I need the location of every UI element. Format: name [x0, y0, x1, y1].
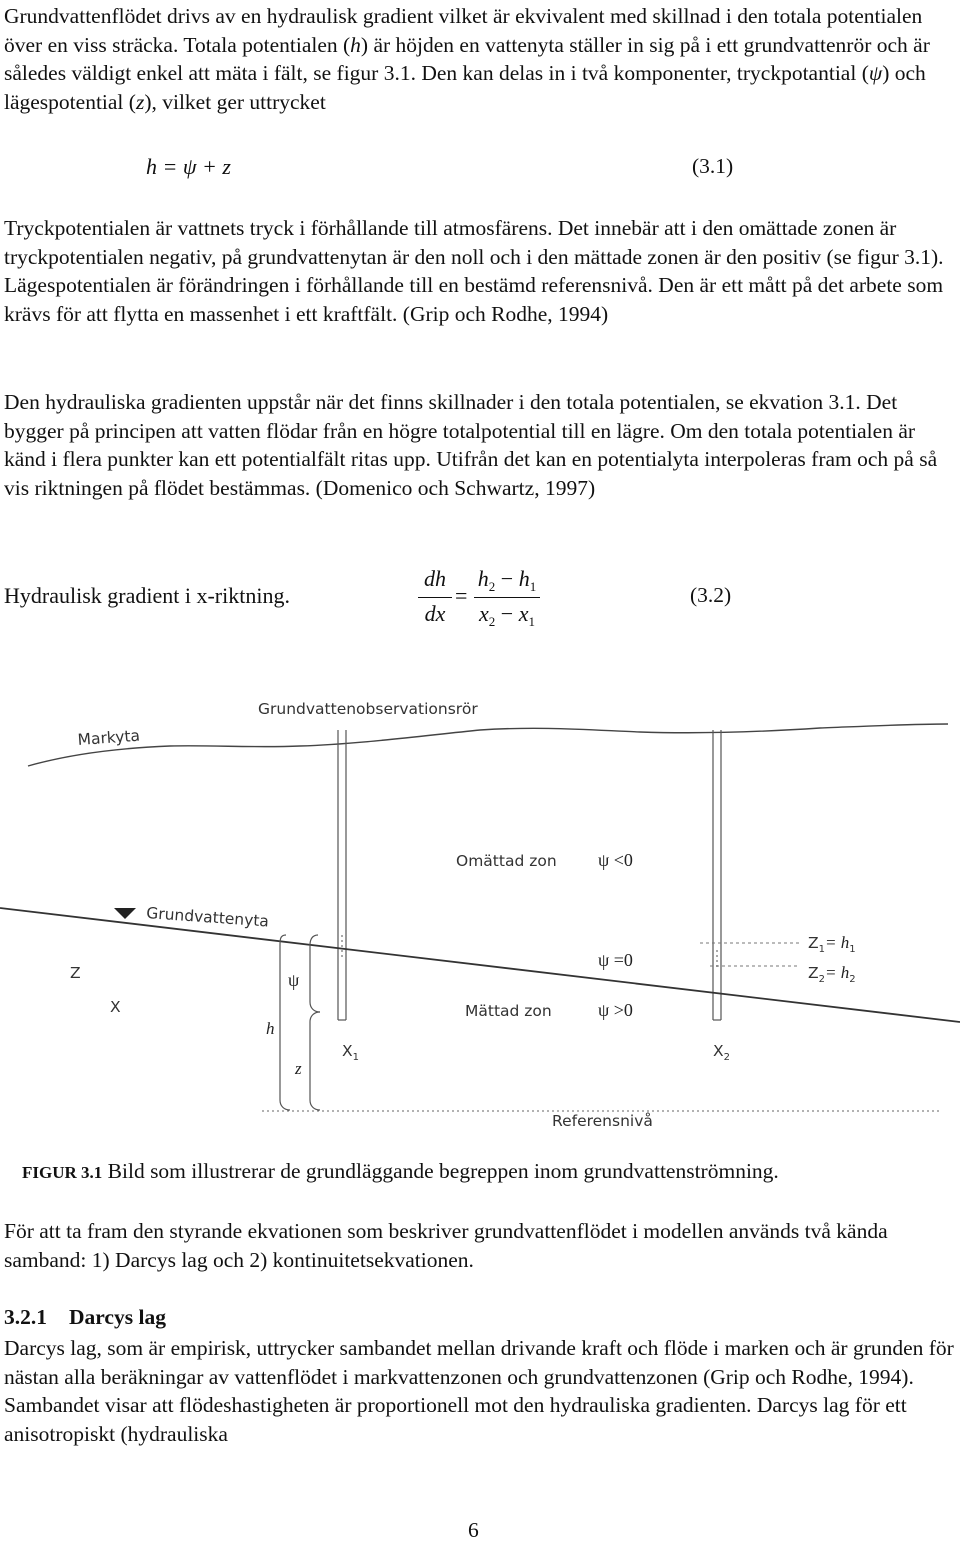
- section-title: Darcys lag: [69, 1305, 166, 1329]
- reference-level-label: Referensnivå: [552, 1112, 653, 1130]
- equation-3-1-number: (3.1): [692, 154, 734, 178]
- water-table-triangle-icon: [114, 908, 136, 919]
- z-symbol-label: z: [295, 1059, 302, 1078]
- section-heading: [4, 1305, 166, 1330]
- ground-surface-line: [28, 724, 948, 766]
- fraction-denominator-x2-x1: $x_2 - x_1$: [479, 601, 535, 629]
- symbol-h: h: [350, 32, 361, 57]
- observation-pipe-2: [713, 730, 721, 1020]
- paragraph-darcys-law: Darcys lag, som är empirisk, uttrycker sambandet mellan drivande kraft och flöde i marken och är grunden för nästan alla beräkningar av vattenflödet i markvattenzonen och grundvattenzonen (Grip och Rodhe, 1994). Sambandet visar att flödeshastigheten är proportionell mot den hydrauliska gradienten. Darcys lag för ett anisotropiskt (hydrauliska: [4, 1336, 954, 1446]
- z2-h2-label: $Z_2= h_2$: [808, 963, 856, 985]
- h-bracket: [280, 935, 290, 1110]
- psi-negative-label: ψ <0: [598, 850, 633, 870]
- psi-zero-label: ψ =0: [598, 950, 633, 970]
- section-number: 3.2.1: [4, 1305, 47, 1329]
- x-axis-label: X: [110, 998, 121, 1016]
- unsaturated-zone-label: Omättad zon: [456, 852, 557, 870]
- equals-sign: =: [455, 583, 468, 608]
- figure-caption-text: Bild som illustrerar de grundläggande begreppen inom grundvattenströmning.: [107, 1159, 779, 1183]
- paragraph-intro: Grundvattenflödet drivs av en hydraulisk gradient vilket är ekvivalent med skillnad i den totala potentialen över en viss sträcka. Totala potentialen (h) är höjden en vattenyta ställer in sig på i ett grundvattenrör och är således väldigt enkel att mäta i fält, se figur 3.1. Den kan delas in i två komponenter, tryckpotantial (ψ) och lägespotential (z), vilket ger uttrycket: [4, 4, 930, 114]
- fraction-numerator-h2-h1: $h_2 - h_1$: [477, 566, 537, 594]
- fraction-dh: dh: [424, 566, 446, 591]
- fraction-dx: dx: [424, 601, 446, 626]
- page-number: 6: [468, 1518, 479, 1542]
- fraction-bar-right: [474, 597, 540, 598]
- equation-3-2-number: (3.2): [690, 583, 732, 607]
- equation-3-2-label: Hydraulisk gradient i x-riktning.: [4, 583, 290, 608]
- equation-3-1: h = ψ + z: [146, 154, 231, 179]
- z1-h1-label: $Z_1= h_1$: [808, 933, 856, 955]
- psi-symbol-label: ψ: [288, 970, 300, 990]
- observation-pipe-label: Grundvattenobservationsrör: [258, 700, 478, 718]
- figure-caption: [22, 1159, 779, 1184]
- ground-surface-label: Markyta: [77, 726, 141, 749]
- observation-pipe-1: [338, 730, 346, 1020]
- saturated-zone-label: Mättad zon: [465, 1002, 552, 1020]
- paragraph-hydraulic-gradient: Den hydrauliska gradienten uppstår när det finns skillnader i den totala potentialen, se ekvation 3.1. Det bygger på principen att vatten flödar från en högre totalpotential till en lägre. Om den totala potentialen är känd i flera punkter kan ett potentialfält ritas upp. Utifrån det kan en potentialyta interpoleras fram och på så vis riktningen på flödet bestämmas. (Domenico och Schwartz, 1997): [4, 390, 938, 500]
- x2-label: $X_2$: [713, 1042, 730, 1063]
- paragraph-pressure-potential: Tryckpotentialen är vattnets tryck i förhållande till atmosfärens. Det innebär att i den omättade zonen är tryckpotentialen negativ, på grundvattenytan är den noll och i den mättade zonen är den positiv (se figur 3.1). Lägespotentialen är förändringen i förhållande till en bestämd referensnivå. Den är ett mått på det arbete som krävs för att flytta en massenhet i ett kraftfält. (Grip och Rodhe, 1994): [4, 216, 944, 326]
- symbol-z: z: [135, 89, 145, 114]
- groundwater-table-label: Grundvattenyta: [145, 904, 270, 931]
- z-bracket: [310, 1012, 320, 1110]
- paragraph-governing-equation: För att ta fram den styrande ekvationen som beskriver grundvattenflödet i modellen används två kända samband: 1) Darcys lag och 2) kontinuitetsekvationen.: [4, 1219, 888, 1272]
- symbol-psi: ψ: [868, 61, 883, 86]
- figure-caption-label: FIGUR 3.1: [22, 1163, 103, 1182]
- psi-positive-label: ψ >0: [598, 1000, 633, 1020]
- groundwater-figure: [0, 690, 960, 1140]
- z-axis-label: Z: [70, 964, 81, 982]
- x1-label: $X_1$: [342, 1042, 359, 1063]
- h-symbol-label: h: [266, 1019, 275, 1038]
- fraction-bar-left: [418, 597, 452, 598]
